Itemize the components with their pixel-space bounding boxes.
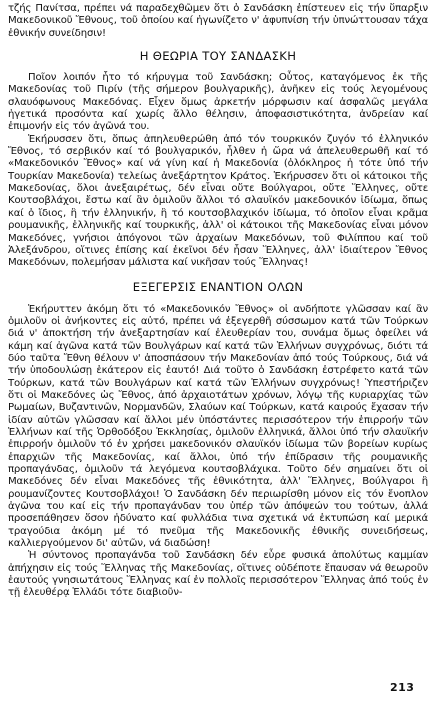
body-paragraph: Ἐκήρυσσεν ὅτι, ὅπως ἀπηλευθερώθη ἀπό τόν τουρκικόν ζυγόν τό ἑλληνικόν Ἔθνος, τό σερβικόν καί τό βουλγαρικόν, ἦλθεν ἡ ὥρα νά ἀπελευθερωθῆ καί τό «Μακεδονικόν Ἔθνος» καί νά γίνη καί ἡ Μακεδονία (ὁλόκληρος ἡ τότε ὑπό τήν Τουρκίαν Μακεδονία) τελείως ἀνεξάρτητον Κράτος. Ἐκήρυσσεν ὅτι οἱ κάτοικοι τῆς Μακεδονίας, ὅλοι ἀνεξαιρέτως, δέν εἶναι οὔτε Βούλγαροι, οὔτε Ἕλληνες, οὔτε Κουτσοβλάχοι, ἔστω καί ἂν ὁμιλοῦν ἄλλοι τό σλαυϊκόν μακεδονικόν ἰδίωμα, ὅπως καί ὁ ἴδιος, ἢ τήν ἑλληνικήν, ἢ τό κουτσοβλαχικόν ἰδίωμα, τό ὁποῖον εἶναι κρᾶμα ρουμανικῆς, ἑλληνικῆς καί τουρκικῆς, ἀλλ' οἱ κάτοικοι τῆς Μακεδονίας εἶναι μόνον Μακεδόνες, γνήσιοι ἀπόγονοι τῶν ἀρχαίων Μακεδόνων, τοῦ Φιλίππου καί τοῦ Ἀλεξάνδρου, οἵτινες ἐπίσης καί ἐκεῖνοι δέν ἦσαν Ἕλληνες, ἀλλ' ἰδιαίτερον Ἔθνος Μακεδόνων, πολεμήσαν μάλιστα καί νικῆσαν τούς Ἕλληνας! — [8, 133, 428, 269]
intro-paragraph: τζής Πανίτσα, πρέπει νά παραδεχθῶμεν ὅτι ὁ Σανδάσκη ἐπίστευεν εἰς τήν ὕπαρξιν Μακεδονικοῦ Ἔθνους, τοῦ ὁποίου καί ἡγωνίζετο ν' ἀφυπνίση τήν ὑπνώττουσαν τάχα ἐθνικήν συνείδησιν! — [8, 3, 428, 39]
body-paragraph: Ποῖον λοιπόν ἦτο τό κήρυγμα τοῦ Σανδάσκη; Οὗτος, καταγόμενος ἐκ τῆς Μακεδονίας τοῦ Πιρίν (τῆς σήμερον βουλγαρικῆς), ἀνῆκεν εἰς τούς λεγομένους σλαυόφωνους Μακεδόνας. Εἶχεν ὅμως ἀρκετήν μόρφωσιν καί ἀσφαλῶς μεγάλα ἡγετικά προσόντα καί χωρίς ἄλλο θέλησιν, ἀποφασιστικότητα, ἀνδρείαν καί ἐπιμονήν εἰς τόν ἀγῶνά του. — [8, 72, 428, 133]
body-paragraph: Ἡ σύντονος προπαγάνδα τοῦ Σανδάσκη δέν εὗρε φυσικά ἀπολύτως καμμίαν ἀπήχησιν εἰς τούς Ἕλληνας τῆς Μακεδονίας, οἵτινες οὐδέποτε ἔπαυσαν νά θεωροῦν ἑαυτούς γνησιωτάτους Ἕλληνας καί ἐν πολλοῖς περισσότερον Ἕλληνας ἀπό τούς ἐν τῇ ἐλευθέρᾳ Ἑλλάδι τότε διαβιοῦν- — [8, 550, 428, 599]
body-paragraph: Ἐκήρυττεν ἀκόμη ὅτι τό «Μακεδονικόν Ἔθνος» οἱ ανδήποτε γλῶσσαν καί ἂν ὁμιλοῦν οἱ ἀνήκοντες εἰς αὐτό, πρέπει νά ἐξεγερθῆ σύσσωμον κατά τῶν Τούρκων διά ν' ἀποκτήση τήν ἀνεξαρτησίαν καί ἐλευθερίαν του, συνάμα ὅμως ὀφείλει νά κάμη καί ἀγῶνα κατά τῶν Βουλγάρων καί κατά τῶν Ἑλλήνων συγχρόνως, διότι τά δύο ταῦτα Ἔθνη θέλουν ν' ἀποσπάσουν τήν Μακεδονίαν ἀπό τούς Τούρκους, διά νά τήν ὑποδουλώσῃ ἑκάτερον εἰς ἑαυτό! Διά τοῦτο ὁ Σανδάσκη ἐστρέφετο κατά τῶν Τούρκων, κατά τῶν Βουλγάρων καί κατά τῶν Ἑλλήνων συγχρόνως! Ὑπεστήριζεν ὅτι οἱ Μακεδόνες ὡς Ἔθνος, ἀπό ἀρχαιοτάτων χρόνων, λόγῳ τῆς κυριαρχίας τῶν Ρωμαίων, Βυζαντινῶν, Νορμανδῶν, Σλαύων καί Τούρκων, κατά καιρούς ἔχασαν τήν ἰδίαν αὐτῶν γλῶσσαν καί ἄλλοι μέν ὑπόστάντες περισσότερον τήν ἐπιρροήν τῶν Ἑλλήνων καί τῆς Ὀρθοδόξου Ἐκκλησίας, ὁμιλοῦν ἑλληνικά, ἄλλοι ὑπό τήν σλαυϊκήν ἐπιρροήν ὁμιλοῦν τό ἐν χρήσει μακεδονικόν σλαυϊκόν ἰδίωμα τῶν βορείων κυρίως ἐπαρχιῶν τῆς Μακεδονίας, καί ἄλλοι, ὑπό τήν ἐπίδρασιν τῆς ρουμανικῆς προπαγάνδας, ὁμιλοῦν τά λεγόμενα κουτσοβλάχικα. Τοῦτο δέν σημαίνει ὅτι οἱ Μακεδόνες δέν εἶναι Μακεδόνες τῆς ἐθνικότητα, ἀλλ' Ἕλληνες, Βούλγαροι ἢ ρουμανίζοντες Κουτσοβλάχοι! Ὁ Σανδάσκη δέν περιωρίσθη μόνον εἰς τόν ἔνοπλον ἀγῶνα του καί εἰς τήν προπαγάνδαν του ὑπέρ τῶν ἀπόψεών του τούτων, ἀλλά προσεπάθησεν ὅσον ἠδύνατο καί φυλλάδια τινα σχετικά νά ἐκτυπώση καί μερικά τραγούδια ἀκόμη μέ τό πνεῦμα τῆς Μακεδονικῆς ἐθνικῆς συνειδήσεως, καλλιεργούμενον δι' αὐτῶν, νά διαδώση! — [8, 303, 428, 550]
section-heading-uprising: ΕΞΕΓΕΡΣΙΣ ΕΝΑΝΤΙΟΝ ΟΛΩΝ — [132, 279, 304, 294]
page-number: 213 — [390, 681, 415, 694]
document-page — [8, 3, 428, 600]
section-heading-theory: Η ΘΕΩΡΙΑ ΤΟΥ ΣΑΝΔΑΣΚΗ — [139, 49, 297, 64]
